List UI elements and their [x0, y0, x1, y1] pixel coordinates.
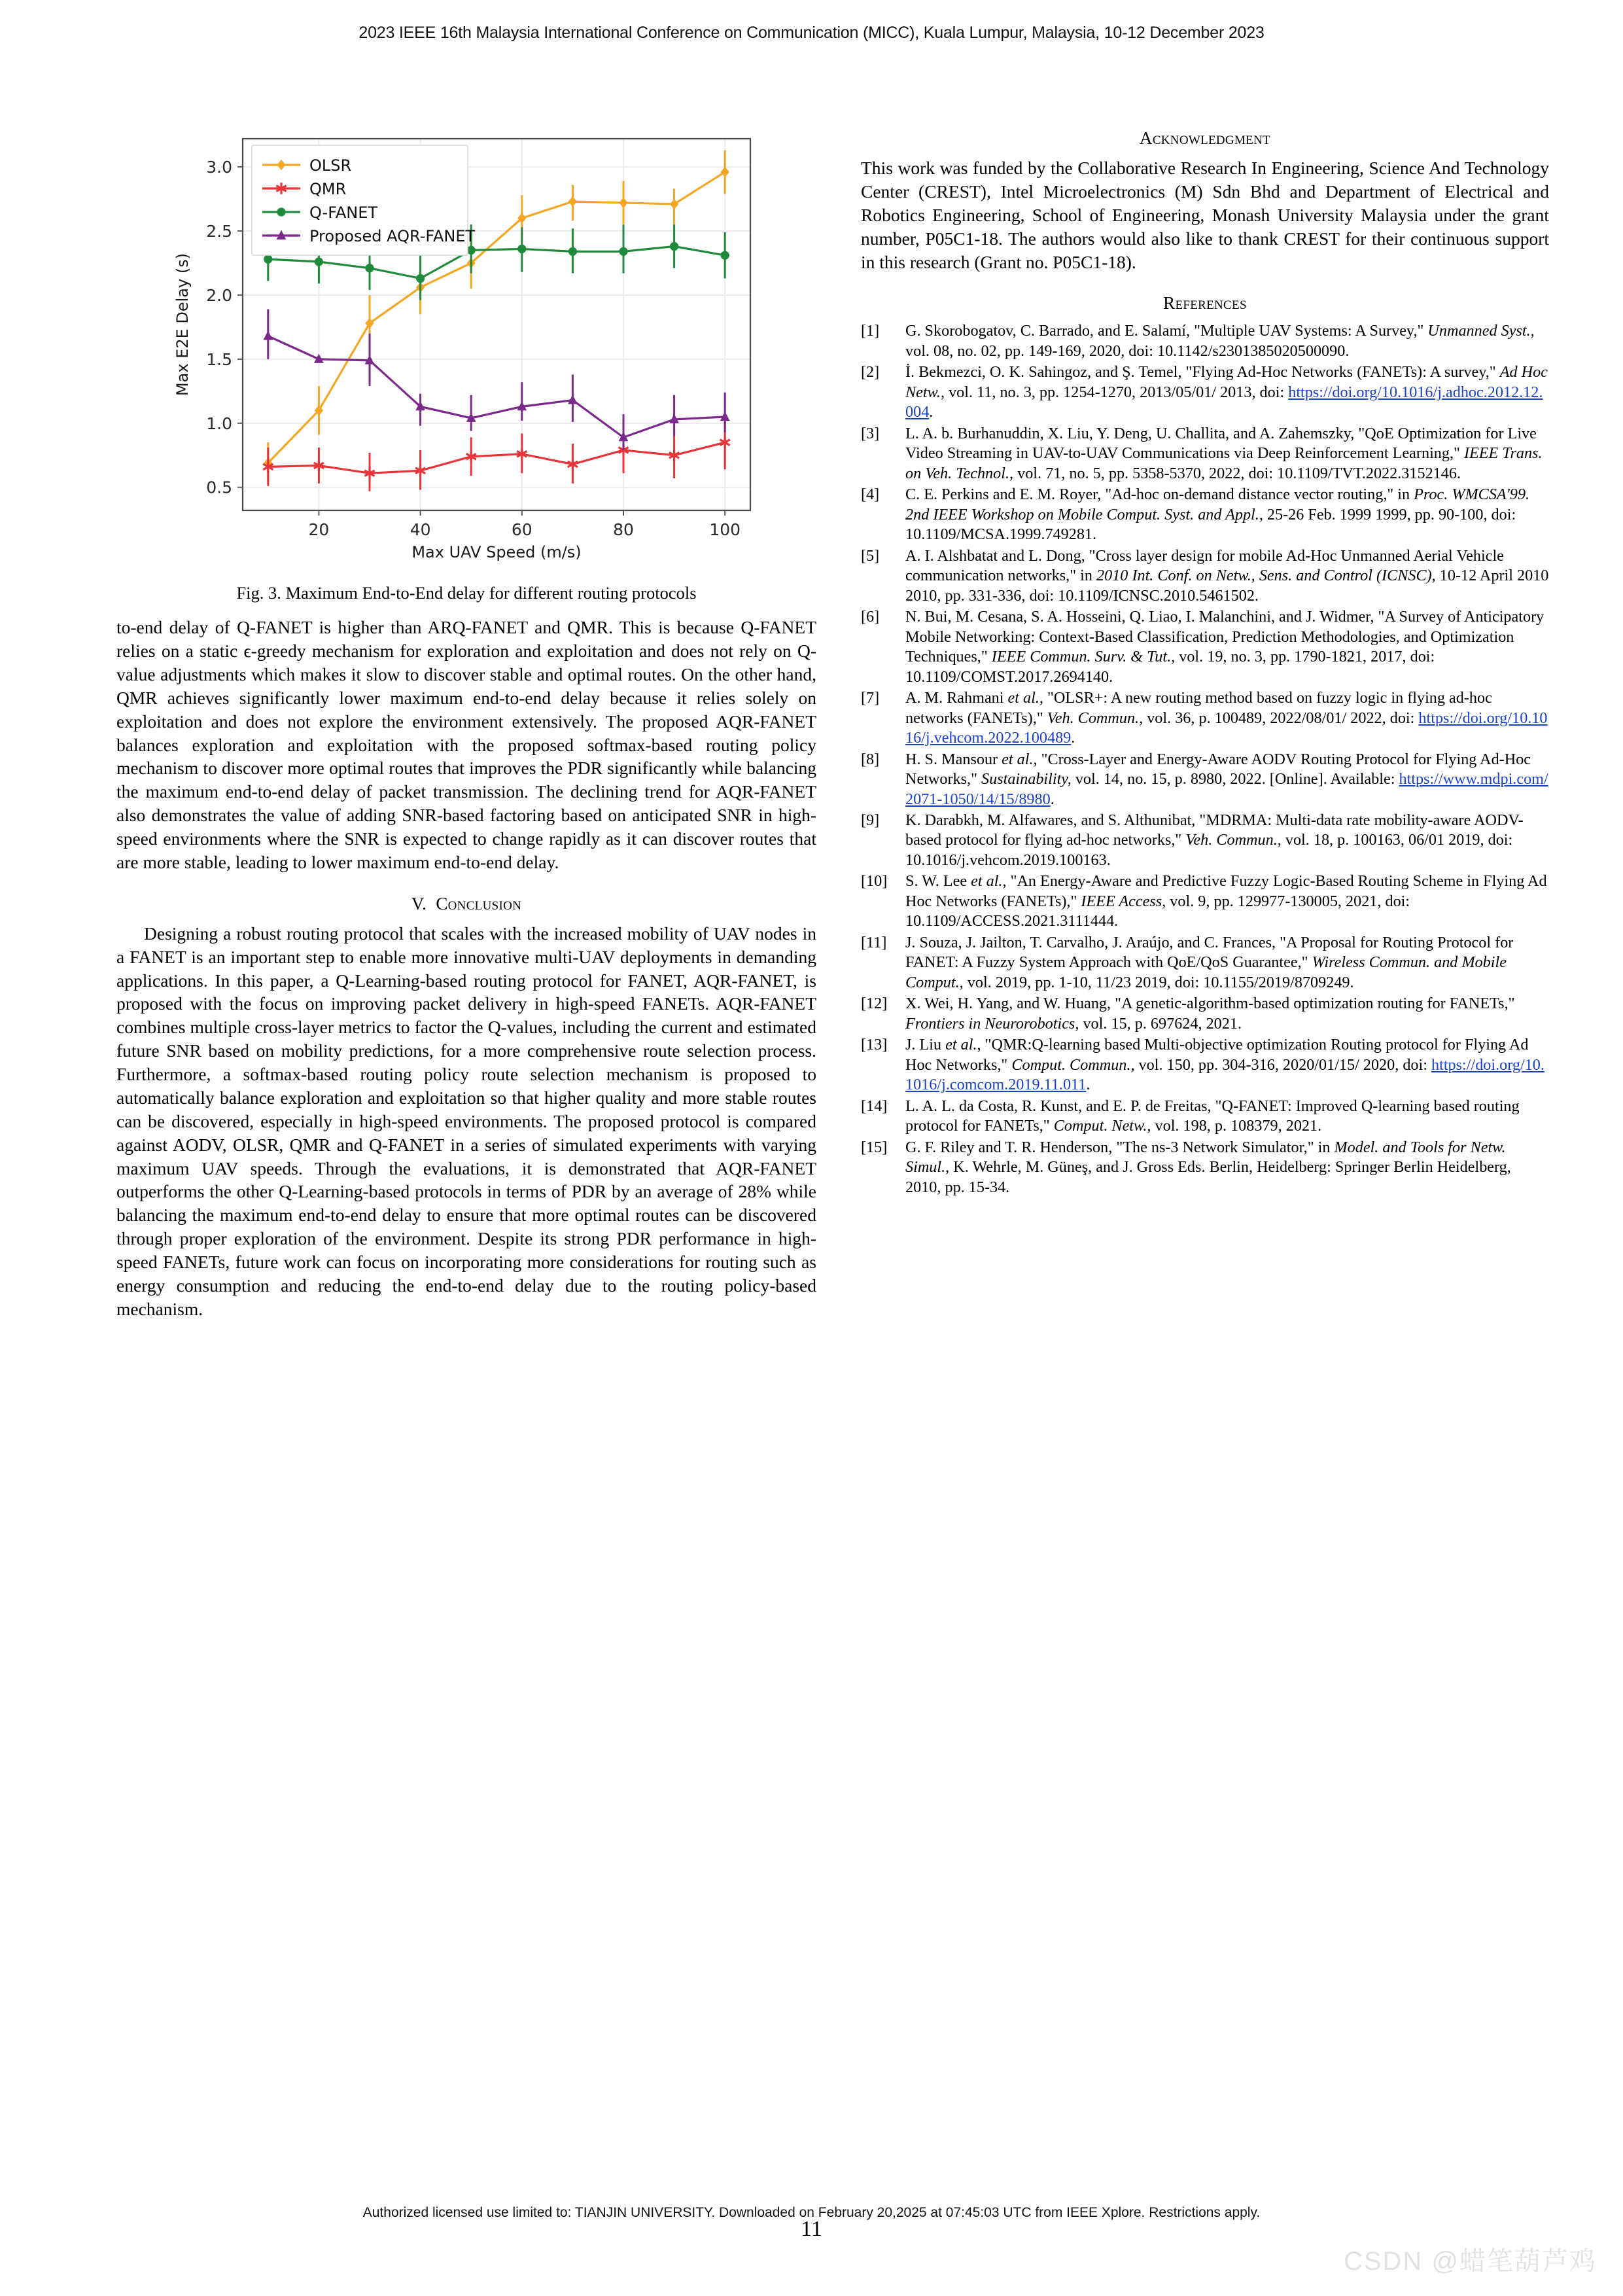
reference-text: vol. 2019, pp. 1-10, 11/23 2019, doi: 10.1155/2019/8709249. — [963, 973, 1354, 991]
reference-text: J. Liu — [905, 1036, 946, 1054]
data-point-marker — [670, 242, 678, 251]
reference-text: G. Skorobogatov, C. Barrado, and E. Salamí, "Multiple UAV Systems: A Survey," — [905, 322, 1428, 340]
reference-source: Ad Hoc Netw., — [905, 363, 1548, 401]
reference-item — [861, 485, 1549, 544]
reference-text: vol. 150, pp. 304-316, 2020/01/15/ 2020, doi: — [1134, 1055, 1432, 1074]
reference-text: , "Cross-Layer and Energy-Aware AODV Routing Protocol for Flying Ad-Hoc Networks," — [905, 750, 1531, 788]
reference-text: G. F. Riley and T. R. Henderson, "The ns-3 Network Simulator," in — [905, 1138, 1335, 1156]
conference-header: 2023 IEEE 16th Malaysia International Conference on Communication (MICC), Kuala Lumpur, Malaysia, 10-12 December 2023 — [358, 24, 1265, 42]
reference-text: L. A. b. Burhanuddin, X. Liu, Y. Deng, U. Challita, and A. Zahemszky, "QoE Optimization for Live Video Streaming in UAV-to-UAV Communications via Deep Reinforcement Learning," — [905, 424, 1537, 463]
reference-number: [6] — [861, 608, 880, 626]
right-column — [861, 128, 1549, 2104]
acknowledgment-paragraph: This work was funded by the Collaborative Research In Engineering, Science And Technology Center (CREST), Intel Microelectronics (M) Sdn Bhd and Department of Electrical and Robotics Engineering, School of Engineering, Monash University Malaysia under the grant number, P05C1-18. The authors would also like to thank CREST for their continuous support in this research (Grant no. P05C1-18). — [861, 158, 1549, 272]
conclusion-heading-number: V. — [411, 893, 427, 913]
reference-item — [861, 1138, 1549, 1197]
reference-text: vol. 15, p. 697624, 2021. — [1079, 1014, 1242, 1033]
reference-source: IEEE Trans. on Veh. Technol., — [905, 444, 1543, 482]
reference-text: İ. Bekmezci, O. K. Sahingoz, and Ş. Temel, "Flying Ad-Hoc Networks (FANETs): A survey," — [905, 363, 1500, 381]
conclusion-heading-text: Conclusion — [436, 893, 522, 913]
legend-label: Q-FANET — [309, 203, 378, 222]
reference-text: . — [1050, 790, 1055, 808]
y-tick-label: 0.5 — [206, 478, 232, 497]
reference-source: Wireless Commun. and Mobile Comput., — [905, 953, 1507, 991]
x-tick-label: 20 — [308, 520, 330, 539]
reference-text: vol. 11, no. 3, pp. 1254-1270, 2013/05/01/ 2013, doi: — [945, 383, 1289, 401]
reference-text: , 10-12 April 2010 2010, pp. 331-336, doi: 10.1109/ICNSC.2010.5461502. — [905, 567, 1549, 605]
legend-label: OLSR — [309, 156, 352, 175]
reference-item — [861, 1035, 1549, 1095]
left-paragraph-1: to-end delay of Q-FANET is higher than ARQ-FANET and QMR. This is because Q-FANET relies on a static ϵ-greedy mechanism for exploration and exploitation and does not rely on Q-value adjustments which makes it slow to discover stable and optimal routes. On the other hand, QMR achieves significantly lower maximum end-to-end delay because it relies solely on exploitation and does not explore the environment extensively. The proposed AQR-FANET balances exploration and exploitation with the proposed softmax-based routing policy mechanism to discover more optimal routes that improves the PDR significantly while balancing the maximum end-to-end delay of packet transmission. The declining trend for AQR-FANET also demonstrates the value of adding SNR-based factoring based on anticipated SNR in high-speed environments where the SNR is expected to change rapidly as it can discover routes that are more stable, leading to lower maximum end-to-end delay. — [116, 617, 816, 872]
reference-text: A. M. Rahmani — [905, 689, 1008, 707]
reference-number: [5] — [861, 546, 880, 565]
reference-item — [861, 546, 1549, 606]
reference-source: et al. — [945, 1036, 977, 1054]
reference-item — [861, 321, 1549, 361]
reference-text: , "An Energy-Aware and Predictive Fuzzy Logic-Based Routing Scheme in Flying Ad Hoc Networks (FANETs)," — [905, 872, 1547, 910]
reference-source: Model. and Tools for Netw. Simul. — [905, 1138, 1506, 1176]
reference-source: Comput. Netw., — [1053, 1117, 1151, 1135]
reference-text: , 25-26 Feb. 1999 1999, pp. 90-100, doi: 10.1109/MCSA.1999.749281. — [905, 505, 1516, 544]
reference-source: Unmanned Syst., — [1427, 322, 1535, 340]
chart-container — [166, 128, 767, 573]
references-heading: References — [1163, 293, 1247, 313]
reference-source: Veh. Commun., — [1185, 831, 1282, 849]
chart-legend — [252, 145, 476, 255]
csdn-watermark: CSDN @蜡笔葫芦鸡 — [1343, 2247, 1597, 2276]
y-axis-label: Max E2E Delay (s) — [173, 253, 192, 397]
license-footer: Authorized licensed use limited to: TIANJIN UNIVERSITY. Downloaded on February 20,2025 at 07:45:03 UTC from IEEE Xplore. Restrictions apply. — [362, 2205, 1261, 2220]
reference-text: vol. 71, no. 5, pp. 5358-5370, 2022, doi: 10.1109/TVT.2022.3152146. — [1013, 464, 1461, 482]
reference-text: L. A. L. da Costa, R. Kunst, and E. P. de Freitas, "Q-FANET: Improved Q-learning based routing protocol for FANETs," — [905, 1097, 1520, 1135]
reference-item — [861, 607, 1549, 687]
reference-text: , "OLSR+: A new routing method based on fuzzy logic in flying ad-hoc networks (FANETs)," — [905, 689, 1492, 727]
two-column-layout — [116, 128, 1549, 2104]
conclusion-heading — [116, 894, 816, 914]
reference-number: [7] — [861, 689, 880, 707]
x-axis-label: Max UAV Speed (m/s) — [411, 543, 582, 561]
data-point-marker — [365, 264, 374, 272]
acknowledgment-heading: Acknowledgment — [1140, 128, 1270, 148]
reference-text: , "QMR:Q-learning based Multi-objective optimization Routing protocol for Flying Ad Hoc Networks," — [905, 1036, 1529, 1074]
figure-caption: Fig. 3. Maximum End-to-End delay for different routing protocols — [236, 583, 697, 603]
reference-text: vol. 198, p. 108379, 2021. — [1151, 1117, 1322, 1135]
reference-text: , K. Wehrle, M. Güneş, and J. Gross Eds. Berlin, Heidelberg: Springer Berlin Heidelberg, 2010, pp. 15-34. — [905, 1158, 1511, 1196]
reference-text: . — [1086, 1076, 1091, 1094]
reference-text: . — [929, 403, 934, 421]
legend-label: Proposed AQR-FANET — [309, 227, 476, 245]
reference-source: Frontiers in Neurorobotics, — [905, 1014, 1079, 1033]
x-tick-label: 80 — [613, 520, 634, 539]
reference-number: [12] — [861, 995, 888, 1013]
reference-source: IEEE Commun. Surv. & Tut., — [991, 648, 1176, 666]
legend-label: QMR — [309, 180, 347, 198]
reference-number: [14] — [861, 1097, 888, 1115]
reference-text: N. Bui, M. Cesana, S. A. Hosseini, Q. Liao, I. Malanchini, and J. Widmer, "A Survey of Anticipatory Mobile Networking: Context-Based Classification, Prediction Methodologies, and Optimization Techniques," — [905, 608, 1544, 666]
conclusion-paragraph: Designing a robust routing protocol that scales with the increased mobility of UAV nodes in a FANET is an important step to enable more innovative multi-UAV deployments in demanding applications. In this paper, a Q-Learning-based routing protocol for FANET, AQR-FANET, is proposed with the focus on improving packet delivery in high-speed FANETs. AQR-FANET combines multiple cross-layer metrics to factor the Q-values, including the current and estimated future SNR based on mobility predictions, for a more comprehensive route selection process. Furthermore, a softmax-based routing policy route selection mechanism is proposed to automatically balance exploration and exploitation so that higher quality and more stable routes can be discovered, especially in high-speed environments. The proposed protocol is compared against AODV, OLSR, QMR and Q-FANET in a series of simulated experiments with varying maximum UAV speeds. Through the evaluations, it is demonstrated that AQR-FANET outperforms the other Q-Learning-based protocols in terms of PDR by an average of 28% while balancing the maximum end-to-end delay to ensure that more optimal routes can be discovered through proper exploration of the environment. Despite its strong PDR performance in high-speed FANETs, future work can focus on incorporating more considerations for routing such as energy consumption and reducing the end-to-end delay due to the routing policy-based mechanism. — [116, 923, 816, 1319]
y-tick-label: 3.0 — [206, 158, 232, 177]
reference-number: [1] — [861, 322, 880, 340]
reference-item — [861, 362, 1549, 422]
reference-item — [861, 1097, 1549, 1137]
reference-number: [10] — [861, 872, 888, 891]
reference-item — [861, 750, 1549, 809]
x-tick-label: 100 — [709, 520, 741, 539]
reference-item — [861, 933, 1549, 993]
reference-item — [861, 688, 1549, 748]
y-tick-label: 1.0 — [206, 414, 232, 433]
reference-source: et al. — [1007, 689, 1039, 707]
reference-doi-link[interactable]: https://www.mdpi.com/2071-1050/14/15/8980 — [905, 770, 1548, 808]
reference-number: [4] — [861, 486, 880, 504]
y-tick-label: 2.0 — [206, 285, 232, 305]
reference-text: A. I. Alshbatat and L. Dong, "Cross layer design for mobile Ad-Hoc Unmanned Aerial Vehicle communication networks," in — [905, 546, 1504, 585]
data-point-marker — [277, 207, 285, 216]
reference-item — [861, 872, 1549, 931]
reference-source: et al. — [1002, 750, 1034, 768]
reference-number: [15] — [861, 1138, 888, 1156]
reference-source: IEEE Access, — [1081, 892, 1166, 910]
figure-3 — [116, 128, 816, 604]
reference-source: 2010 Int. Conf. on Netw., Sens. and Control (ICNSC) — [1096, 567, 1432, 585]
reference-text: C. E. Perkins and E. M. Royer, "Ad-hoc on-demand distance vector routing," in — [905, 486, 1414, 504]
reference-text: vol. 08, no. 02, pp. 149-169, 2020, doi: 10.1142/s2301385020500090. — [905, 342, 1350, 360]
reference-list — [861, 321, 1549, 1197]
data-point-marker — [517, 245, 526, 253]
reference-text: vol. 14, no. 15, p. 8980, 2022. [Online]. Available: — [1071, 770, 1399, 788]
reference-text: S. W. Lee — [905, 872, 971, 891]
reference-text: vol. 19, no. 3, pp. 1790-1821, 2017, doi: 10.1109/COMST.2017.2694140. — [905, 648, 1435, 686]
reference-number: [8] — [861, 750, 880, 768]
reference-text: H. S. Mansour — [905, 750, 1002, 768]
reference-number: [11] — [861, 933, 887, 951]
reference-text: K. Darabkh, M. Alfawares, and S. Althunibat, "MDRMA: Multi-data rate mobility-aware AODV-based protocol for flying ad-hoc networks," — [905, 811, 1524, 849]
y-tick-label: 1.5 — [206, 349, 232, 369]
reference-text: . — [1071, 729, 1075, 747]
reference-item — [861, 424, 1549, 484]
left-column — [116, 128, 816, 2104]
max-e2e-delay-chart — [166, 128, 767, 573]
data-point-marker — [619, 247, 627, 256]
reference-item — [861, 994, 1549, 1034]
reference-number: [2] — [861, 363, 880, 381]
data-point-marker — [315, 257, 323, 266]
reference-text: vol. 9, pp. 129977-130005, 2021, doi: 10.1109/ACCESS.2021.3111444. — [905, 892, 1410, 930]
data-point-marker — [416, 274, 425, 283]
reference-text: vol. 18, p. 100163, 06/01 2019, doi: 10.1016/j.vehcom.2019.100163. — [905, 831, 1513, 869]
reference-source: et al. — [971, 872, 1003, 891]
reference-text: J. Souza, J. Jailton, T. Carvalho, J. Araújo, and C. Frances, "A Proposal for Routing Protocol for FANET: A Fuzzy System Approach with QoE/QoS Guarantee," — [905, 933, 1514, 972]
page-number: 11 — [801, 2217, 822, 2241]
reference-source: Proc. WMCSA'99. 2nd IEEE Workshop on Mobile Comput. Syst. and Appl. — [905, 486, 1530, 523]
x-tick-label: 60 — [511, 520, 532, 539]
data-point-marker — [264, 255, 272, 263]
reference-item — [861, 811, 1549, 870]
reference-text: vol. 36, p. 100489, 2022/08/01/ 2022, doi: — [1143, 709, 1419, 727]
reference-number: [13] — [861, 1036, 888, 1054]
x-tick-label: 40 — [410, 520, 431, 539]
reference-source: Veh. Commun., — [1047, 709, 1143, 727]
reference-text: X. Wei, H. Yang, and W. Huang, "A genetic-algorithm-based optimization routing for FANETs," — [905, 995, 1515, 1013]
y-tick-label: 2.5 — [206, 222, 232, 241]
data-point-marker — [568, 247, 577, 256]
reference-doi-link[interactable]: https://doi.org/10.1016/j.comcom.2019.11.011 — [905, 1055, 1544, 1094]
reference-source: Comput. Commun., — [1011, 1055, 1135, 1074]
reference-doi-link[interactable]: https://doi.org/10.1016/j.adhoc.2012.12.004 — [905, 383, 1543, 421]
reference-number: [3] — [861, 424, 880, 442]
reference-doi-link[interactable]: https://doi.org/10.1016/j.vehcom.2022.100489 — [905, 709, 1548, 747]
reference-source: Sustainability, — [981, 770, 1072, 788]
data-point-marker — [721, 251, 729, 260]
reference-number: [9] — [861, 811, 880, 829]
